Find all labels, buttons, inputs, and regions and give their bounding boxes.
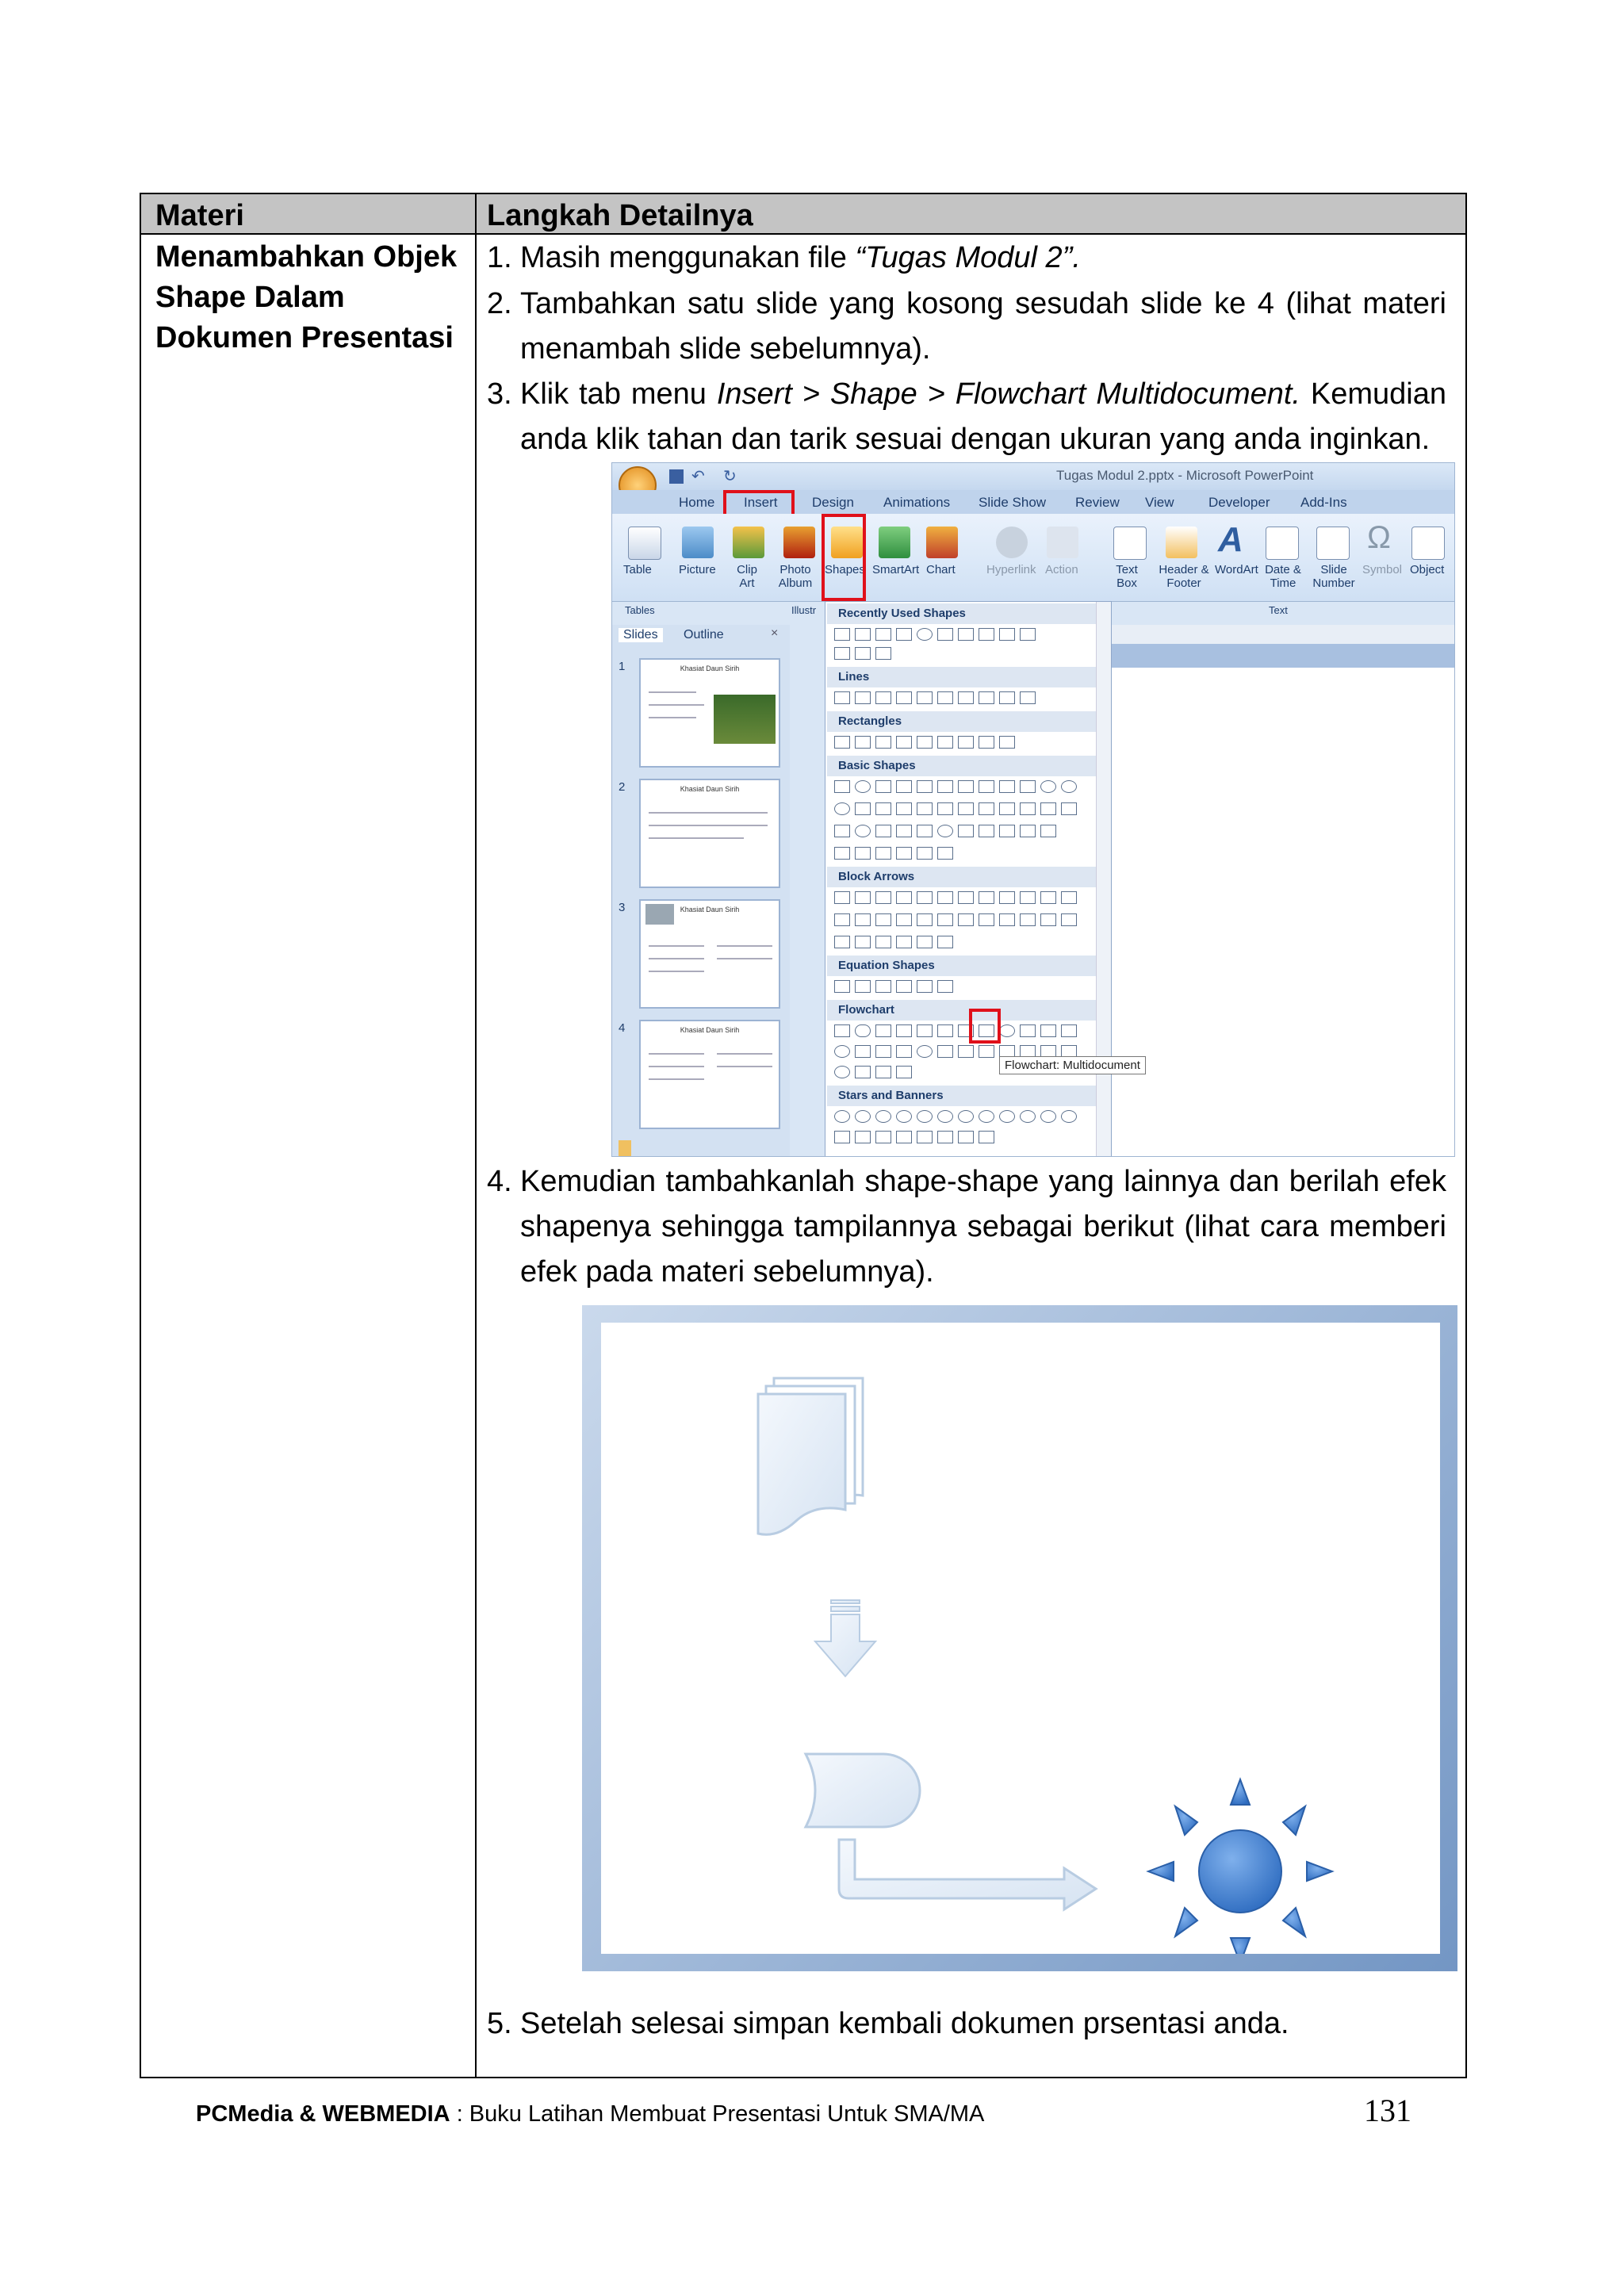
- text-box-icon[interactable]: [1113, 527, 1147, 560]
- bent-arrow-shape: [839, 1840, 1096, 1909]
- footer-text: : Buku Latihan Membuat Presentasi Untuk SMA/MA: [450, 2101, 985, 2127]
- slide-shapes: [601, 1323, 1440, 1954]
- step-2: [487, 281, 1446, 372]
- page-number: 131: [1364, 2093, 1411, 2128]
- slide-thumbnail[interactable]: Khasiat Daun Sirih: [639, 779, 780, 888]
- slide-number: 3: [619, 901, 626, 914]
- tooltip: Flowchart: Multidocument: [999, 1056, 1146, 1074]
- group-text: Text: [1269, 604, 1288, 616]
- gallery-section: Stars and Banners: [827, 1086, 1097, 1106]
- slide-number: 2: [619, 780, 626, 794]
- ribbon-textbox-label: Text Box: [1116, 563, 1138, 590]
- slide-edit-area: [1112, 625, 1455, 1157]
- ribbon-clipart-label: Clip Art: [737, 563, 757, 590]
- step-4: [487, 1159, 1446, 1295]
- shapes-row: [832, 933, 1094, 952]
- gallery-section: Flowchart: [827, 1000, 1097, 1021]
- shapes-row: [832, 889, 1094, 908]
- slide-thumbnail[interactable]: Khasiat Daun Sirih: [639, 658, 780, 768]
- step-3: [487, 372, 1446, 462]
- gallery-section: Rectangles: [827, 711, 1097, 732]
- ribbon-datetime-label: Date & Time: [1265, 563, 1301, 590]
- tab-insert[interactable]: Insert: [744, 495, 778, 510]
- step-text: Tambahkan satu slide yang kosong sesudah slide ke 4 (lihat materi menambah slide sebelumnya).: [520, 287, 1446, 366]
- step-5: [487, 2001, 1446, 2047]
- redo-icon[interactable]: ↻: [723, 468, 737, 485]
- shapes-row: [832, 626, 1094, 645]
- chart-icon[interactable]: [926, 527, 958, 558]
- table-icon[interactable]: [628, 527, 661, 560]
- step-text: Masih menggunakan file “Tugas Modul 2”.: [520, 241, 1081, 274]
- shapes-row: [832, 1108, 1094, 1127]
- shapes-row: [832, 911, 1094, 930]
- tab-view[interactable]: View: [1145, 495, 1174, 510]
- clip-art-icon[interactable]: [733, 527, 764, 558]
- date-time-icon[interactable]: [1266, 527, 1299, 560]
- shapes-row: [832, 778, 1094, 797]
- tab-slides[interactable]: Slides: [619, 628, 663, 642]
- step-number: 4.: [487, 1165, 512, 1198]
- ribbon-photo-label: Photo Album: [778, 563, 813, 590]
- wordart-icon[interactable]: A: [1218, 520, 1243, 559]
- shapes-row: [832, 978, 1094, 997]
- tab-developer[interactable]: Developer: [1208, 495, 1270, 510]
- header-footer-icon[interactable]: [1166, 527, 1197, 558]
- window-title: Tugas Modul 2.pptx - Microsoft PowerPoint: [1056, 468, 1314, 483]
- undo-icon[interactable]: ↶: [691, 468, 705, 485]
- sun-shape: [1148, 1779, 1332, 1954]
- ribbon-chart-label: Chart: [926, 563, 956, 576]
- ribbon-slidenumber-label: Slide Number: [1312, 563, 1355, 590]
- group-tables: Tables: [625, 604, 655, 616]
- object-icon[interactable]: [1411, 527, 1445, 560]
- ribbon-shapes-label: Shapes: [825, 563, 865, 576]
- tab-design[interactable]: Design: [812, 495, 854, 510]
- ribbon-wordart-label: WordArt: [1215, 563, 1258, 576]
- step-number: 1.: [487, 241, 512, 274]
- ribbon-header-label: Header & Footer: [1159, 563, 1209, 590]
- slide-number: 1: [619, 660, 626, 673]
- tab-outline[interactable]: Outline: [684, 628, 724, 641]
- slide-photo: [714, 695, 776, 744]
- step-text: Klik tab menu Insert > Shape > Flowchart Multidocument. Kemudian anda klik tahan dan tarik sesuai dengan ukuran yang anda inginkan.: [520, 377, 1446, 456]
- hyperlink-icon[interactable]: [996, 527, 1028, 558]
- ribbon-hyperlink-label: Hyperlink: [986, 563, 1036, 576]
- ribbon-table-label: Table: [623, 563, 652, 576]
- tab-home[interactable]: Home: [679, 495, 715, 510]
- shapes-row: [832, 844, 1094, 864]
- footer-brand: PCMedia & WEBMEDIA: [196, 2101, 450, 2127]
- header-langkah: Langkah Detailnya: [487, 199, 753, 232]
- slide-thumbnail[interactable]: Khasiat Daun Sirih: [639, 1020, 780, 1129]
- step-text: Kemudian tambahkanlah shape-shape yang lainnya dan berilah efek shapenya sehingga tampilannya sebagai berikut (lihat cara memberi efek pada materi sebelumnya).: [520, 1165, 1446, 1289]
- ruler: [1112, 625, 1455, 645]
- shapes-row: [832, 689, 1094, 708]
- shapes-row: [832, 1128, 1094, 1147]
- step-text: Setelah selesai simpan kembali dokumen prsentasi anda.: [520, 2007, 1289, 2040]
- shapes-row: [832, 800, 1094, 819]
- save-icon[interactable]: [669, 469, 684, 484]
- footer: [196, 2101, 984, 2127]
- action-icon[interactable]: [1047, 527, 1078, 558]
- gallery-section: Basic Shapes: [827, 756, 1097, 776]
- group-illustrations: Illustr: [791, 604, 817, 616]
- slide-number: 4: [619, 1021, 626, 1035]
- ribbon-object-label: Object: [1410, 563, 1445, 576]
- symbol-icon[interactable]: Ω: [1367, 520, 1391, 555]
- down-arrow-shape: [815, 1600, 875, 1676]
- picture-icon[interactable]: [682, 527, 714, 558]
- slide-5-marker: [619, 1140, 631, 1156]
- table-header: [141, 194, 1465, 235]
- multidocument-shape: [758, 1378, 863, 1534]
- ribbon-picture-label: Picture: [679, 563, 716, 576]
- tab-add-ins[interactable]: Add-Ins: [1300, 495, 1347, 510]
- slide-canvas: [601, 1323, 1440, 1954]
- step-number: 5.: [487, 2007, 512, 2040]
- shapes-button-highlight: [822, 514, 866, 601]
- powerpoint-screenshot: [611, 462, 1455, 1157]
- slide-result-image: [582, 1305, 1457, 1971]
- column-divider: [475, 194, 477, 2077]
- step-number: 2.: [487, 287, 512, 320]
- delay-shape: [806, 1754, 920, 1827]
- gallery-section: Recently Used Shapes: [827, 603, 1097, 624]
- ribbon-action-label: Action: [1045, 563, 1078, 576]
- shapes-row: [832, 645, 1094, 664]
- photo-album-icon[interactable]: [783, 527, 815, 558]
- shapes-row: [832, 1022, 1094, 1041]
- gallery-section: Block Arrows: [827, 867, 1097, 887]
- slide-photo: [645, 904, 674, 925]
- shapes-row: [832, 822, 1094, 841]
- title-bar: [612, 463, 1454, 490]
- slide-number-icon[interactable]: [1316, 527, 1350, 560]
- smartart-icon[interactable]: [879, 527, 910, 558]
- slide-thumbnail[interactable]: Khasiat Daun Sirih: [639, 899, 780, 1009]
- step-number: 3.: [487, 377, 512, 411]
- ribbon-symbol-label: Symbol: [1362, 563, 1403, 576]
- ribbon-smartart-label: SmartArt: [872, 563, 920, 576]
- multidocument-highlight: [969, 1009, 1001, 1044]
- tab-review[interactable]: Review: [1075, 495, 1120, 510]
- step-1: [487, 236, 1446, 281]
- header-materi: Materi: [155, 199, 244, 232]
- tab-slide-show[interactable]: Slide Show: [979, 495, 1047, 510]
- gallery-section: Lines: [827, 667, 1097, 687]
- materi-cell: Menambahkan Objek Shape Dalam Dokumen Presentasi: [155, 240, 458, 354]
- shapes-row: [832, 733, 1094, 753]
- gallery-section: Equation Shapes: [827, 956, 1097, 976]
- slides-pane: [612, 625, 790, 1157]
- close-pane-icon[interactable]: ×: [771, 626, 779, 640]
- slide-area-band: [1112, 644, 1455, 668]
- tab-animations[interactable]: Animations: [883, 495, 951, 510]
